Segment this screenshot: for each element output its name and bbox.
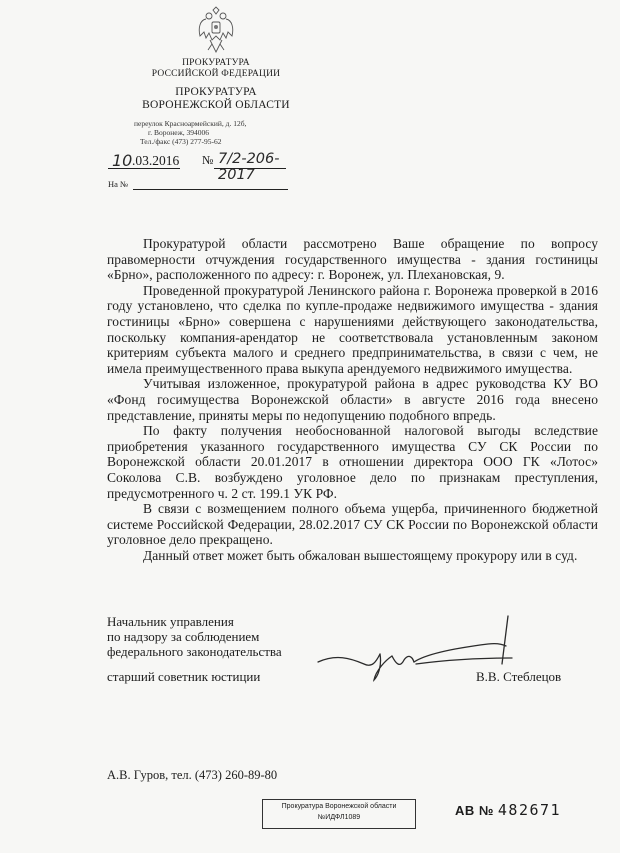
letter-body [107,236,598,563]
body-paragraph: Учитывая изложенное, прокуратурой района в адрес руководства КУ ВО «Фонд госимущества Воронежской области» в августе 2016 года внесено представление, приняты меры по недопущению подобного впредь. [107,376,598,423]
signature-title-line-3: федерального законодательства [107,644,282,659]
body-paragraph: Данный ответ может быть обжалован вышестоящему прокурору или в суд. [143,547,578,563]
na-underline [133,189,288,190]
letterhead-line-4: ВОРОНЕЖСКОЙ ОБЛАСТИ [142,99,290,111]
body-paragraph: Прокуратурой области рассмотрено Ваше обращение по вопросу правомерности отчуждения государственного имущества - здания гостиницы «Брно», расположенного по адресу: г. Воронеж, ул. Плехановская, 9. [107,236,598,283]
number-sign: № [202,153,214,167]
stamp-line-2: №ИДФЛ1089 [317,814,361,821]
na-label: На № [108,179,129,189]
signature-title-line-2: по надзору за соблюдением [107,629,260,644]
letterhead-line-1: ПРОКУРАТУРА [182,58,250,68]
address-line-3: Тел./факс (473) 277-95-62 [140,137,222,146]
handwritten-signature [316,614,516,692]
letterhead-line-3: ПРОКУРАТУРА [175,86,257,98]
address-line-1: переулок Красноармейский, д. 12б, [134,119,247,128]
registration-stamp [262,799,416,829]
date-month-year: .03.2016 [132,153,180,168]
signer-name: В.В. Стеблецов [476,669,562,684]
form-serial [455,801,561,819]
date-day: 10 [112,151,133,170]
letterhead-line-2: РОССИЙСКОЙ ФЕДЕРАЦИИ [151,69,281,79]
body-paragraph: По факту получения необоснованной налоговой выгоды вследствие приобретения указанного государственного имущества СУ СК России по Воронежской области 20.01.2017 в отношении директора ООО ГК «Лотос» Соколова С.В. возбуждено уголовное дело по признакам преступления, предусмотренного ч. 2 ст. 199.1 УК РФ. [107,423,598,501]
serial-series: АВ № [455,803,494,818]
signature-rank: старший советник юстиции [107,669,261,684]
body-paragraph: В связи с возмещением полного объема ущерба, причиненного бюджетной системе Российской Федерации, 28.02.2017 СУ СК России по Воронежской области уголовное дело прекращено. [107,501,598,548]
body-paragraph: Проведенной прокуратурой Ленинского района г. Воронежа проверкой в 2016 году установлено, что сделка по купле-продаже недвижимого имущества - здания гостиницы «Брно» совершена с нарушениями действующего законодательства, поскольку компания-арендатор не соответствовала установленным законом критериям субъекта малого и среднего предпринимательства, в связи с чем, не имела преимущественного права выкупа арендуемого недвижимого имущества. [107,282,598,376]
number-underline [214,168,286,169]
address-line-2: г. Воронеж, 394006 [148,128,210,137]
serial-number: 482671 [497,801,562,819]
stamp-line-1: Прокуратура Воронежской области [281,803,397,810]
date-underline [108,168,180,169]
reference-number: 7/2-206-2017 [218,151,280,183]
double-headed-eagle-emblem-icon [196,6,236,56]
contact-line: А.В. Гуров, тел. (473) 260-89-80 [107,768,278,782]
signature-title-line-1: Начальник управления [107,614,234,629]
